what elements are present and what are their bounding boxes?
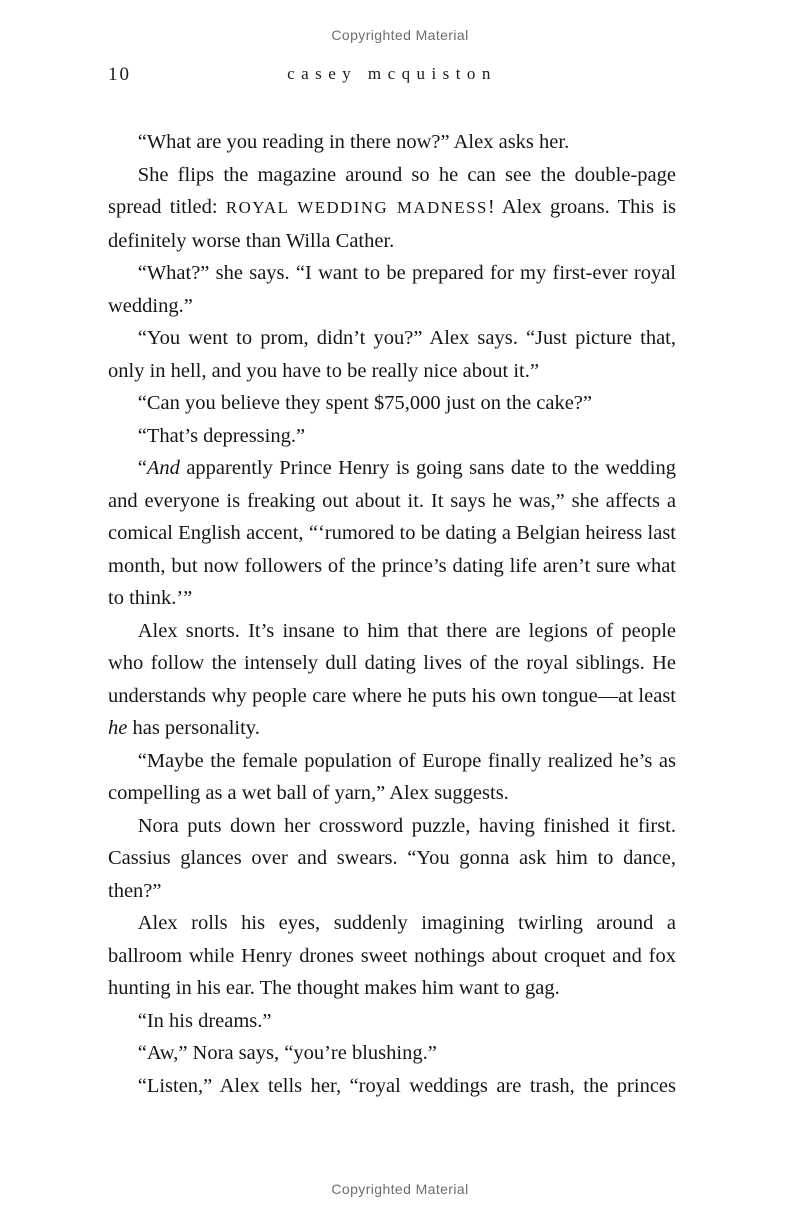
text-segment: Alex snorts. It’s insane to him that there are legions of people who follow the intensely dull dating lives of the royal siblings. He understands why people care where he puts his own tongue—at least — [108, 619, 676, 707]
text-segment: apparently Prince Henry is going sans date to the wedding and everyone is freaking out about it. It says he was,” she affects a comical English accent, “‘rumored to be dating a Belgian heiress last month, but now followers of the prince’s dating life aren’t sure what to think.’” — [108, 457, 676, 609]
paragraph — [108, 126, 676, 159]
text-segment: “What?” she says. “I want to be prepared for my first-ever royal wedding.” — [108, 262, 676, 317]
text-segment: “You went to prom, didn’t you?” Alex says. “Just picture that, only in hell, and you have to be really nice about it.” — [108, 327, 676, 382]
paragraph — [108, 1005, 676, 1038]
text-segment: ! Alex groans. This is definitely worse than Willa Cather. — [108, 196, 676, 252]
text-segment-smallcaps: ROYAL WEDDING MADNESS — [225, 198, 488, 217]
paragraph — [108, 1070, 676, 1103]
paragraph — [108, 615, 676, 745]
paragraph — [108, 810, 676, 908]
text-segment-italic: And — [146, 457, 180, 479]
page-header — [108, 64, 676, 92]
paragraph — [108, 420, 676, 453]
text-segment: “Can you believe they spent $75,000 just on the cake?” — [137, 392, 593, 414]
text-segment: “Aw,” Nora says, “you’re blushing.” — [137, 1042, 437, 1064]
copyright-notice-bottom: Copyrighted Material — [331, 1181, 469, 1197]
text-segment: “In his dreams.” — [137, 1009, 272, 1032]
paragraph — [108, 387, 676, 420]
paragraph — [108, 322, 676, 387]
text-segment: “That’s depressing.” — [137, 424, 306, 447]
text-segment: She flips the magazine around so he can see the double-page spread titled: — [108, 163, 676, 218]
paragraph — [108, 257, 676, 322]
paragraph — [108, 159, 676, 258]
paragraph — [108, 907, 676, 1005]
text-segment: Alex rolls his eyes, suddenly imagining twirling around a ballroom while Henry drones sweet nothings about croquet and fox hunting in his ear. The thought makes him want to gag. — [108, 912, 676, 999]
page-number: 10 — [108, 64, 131, 85]
body-text — [108, 126, 676, 1102]
paragraph — [108, 452, 676, 615]
copyright-notice-top: Copyrighted Material — [331, 27, 469, 43]
paragraph — [108, 745, 676, 810]
text-segment: “What are you reading in there now?” Alex asks her. — [137, 131, 570, 153]
text-segment: Nora puts down her crossword puzzle, having finished it first. Cassius glances over and swears. “You gonna ask him to dance, then?” — [108, 814, 676, 902]
text-segment: has personality. — [127, 717, 260, 739]
text-segment: “ — [137, 457, 147, 479]
paragraph — [108, 1037, 676, 1070]
text-segment: “Maybe the female population of Europe finally realized he’s as compelling as a wet ball of yarn,” Alex suggests. — [108, 749, 676, 804]
running-header-author: casey mcquiston — [287, 64, 497, 83]
text-segment-italic: he — [108, 717, 128, 739]
text-segment: “Listen,” Alex tells her, “royal weddings are trash, the princes — [137, 1074, 676, 1097]
